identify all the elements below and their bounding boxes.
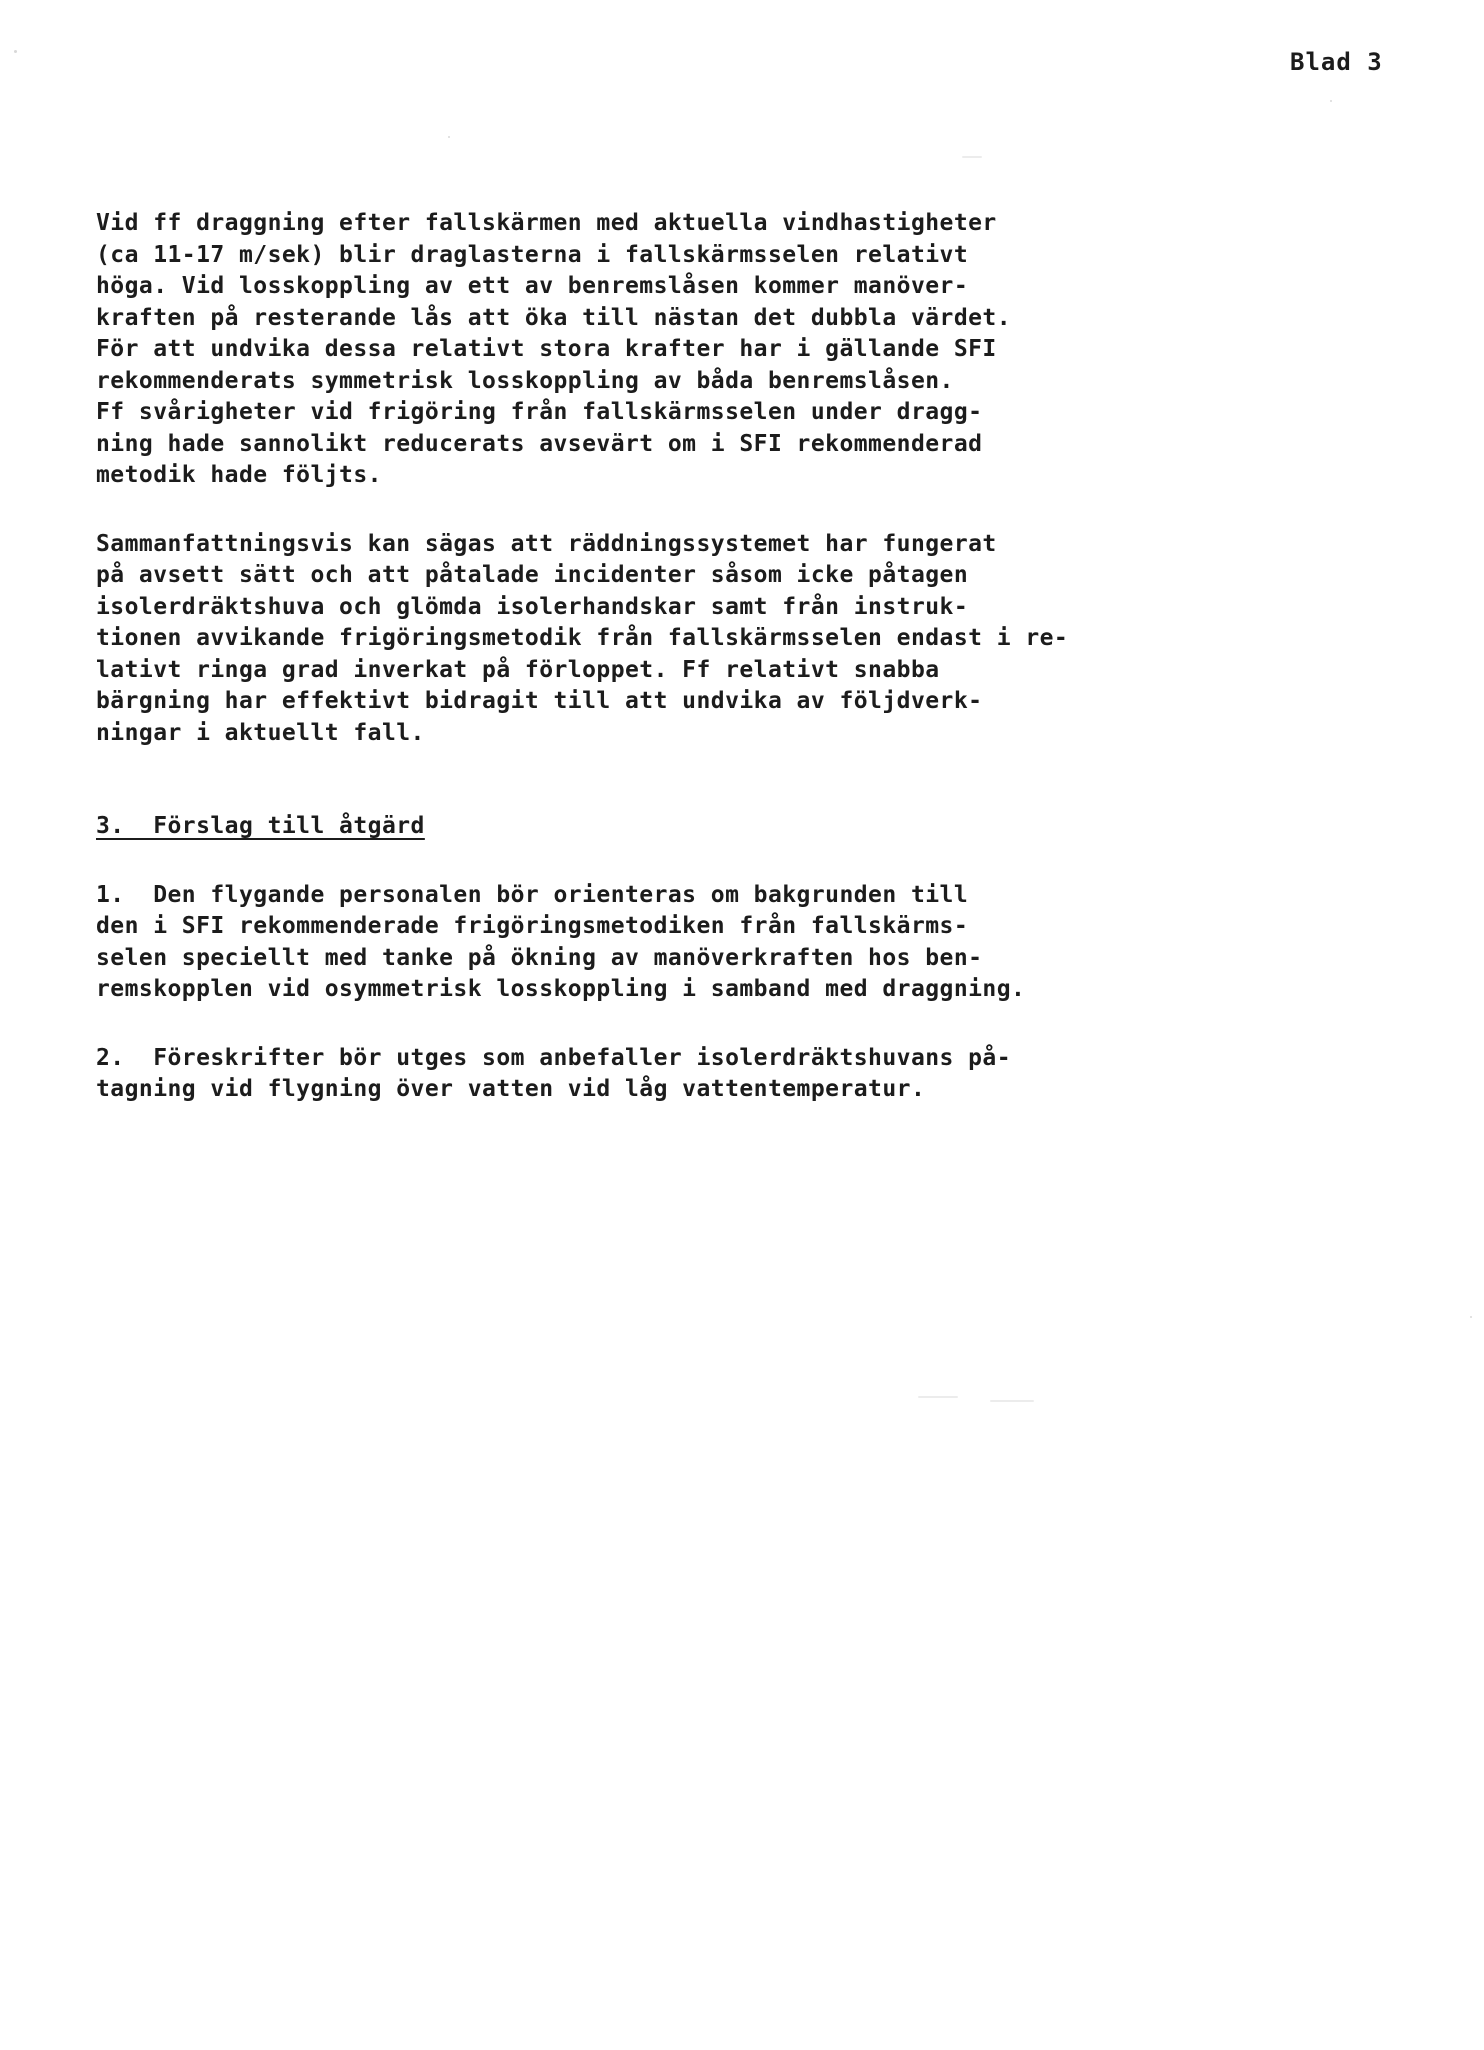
text-line: ning hade sannolikt reducerats avsevärt om i SFI rekommenderad xyxy=(96,430,983,457)
text-line: Sammanfattningsvis kan sägas att räddningssystemet har fungerat xyxy=(96,530,997,557)
text-line: remskopplen vid osymmetrisk losskoppling i samband med draggning. xyxy=(96,976,1026,1002)
text-line: rekommenderats symmetrisk losskoppling av båda benremslåsen. xyxy=(96,367,954,394)
document-body xyxy=(96,208,1296,1106)
text-line: tagning vid flygning över vatten vid låg vattentemperatur. xyxy=(96,1076,926,1102)
text-line: kraften på resterande lås att öka till nästan det dubbla värdet. xyxy=(96,304,1012,331)
text-line: metodik hade följts. xyxy=(96,462,382,488)
paragraph-summary xyxy=(96,529,1296,750)
text-line: Ff svårigheter vid frigöring från fallskärmsselen under dragg- xyxy=(96,399,983,425)
text-line: Vid ff draggning efter fallskärmen med aktuella vindhastigheter xyxy=(96,210,997,236)
text-line: ningar i aktuellt fall. xyxy=(96,719,425,746)
text-line: på avsett sätt och att påtalade incidenter såsom icke påtagen xyxy=(96,562,969,588)
text-line: bärgning har effektivt bidragit till att undvika av följdverk- xyxy=(96,688,983,714)
text-line: För att undvika dessa relativt stora krafter har i gällande SFI xyxy=(96,336,997,362)
recommendation-item-2 xyxy=(96,1043,1296,1106)
sheet-label: Blad 3 xyxy=(1290,48,1383,76)
scan-speck xyxy=(1470,1316,1472,1318)
text-line: isolerdräktshuva och glömda isolerhandskar samt från instruk- xyxy=(96,593,969,620)
paragraph-drag-loads xyxy=(96,208,1296,492)
scan-speck xyxy=(918,1396,958,1398)
section-heading: 3. Förslag till åtgärd xyxy=(96,813,425,839)
text-line: 2. Föreskrifter bör utges som anbefaller isolerdräktshuvans på- xyxy=(96,1044,1012,1071)
text-line: tionen avvikande frigöringsmetodik från fallskärmsselen endast i re- xyxy=(96,625,1069,651)
text-line: höga. Vid losskoppling av ett av benremslåsen kommer manöver- xyxy=(96,273,969,299)
text-line: (ca 11-17 m/sek) blir draglasterna i fallskärmsselen relativt xyxy=(96,241,969,268)
scan-speck xyxy=(962,156,982,158)
text-line: 1. Den flygande personalen bör orienteras om bakgrunden till xyxy=(96,881,969,908)
recommendation-item-1 xyxy=(96,880,1296,1006)
text-line: selen speciellt med tanke på ökning av manöverkraften hos ben- xyxy=(96,944,983,971)
scan-speck xyxy=(448,136,450,138)
scan-speck xyxy=(990,1400,1034,1402)
text-line: lativt ringa grad inverkat på förloppet. Ff relativt snabba xyxy=(96,656,940,683)
scan-speck xyxy=(14,50,17,53)
text-line: den i SFI rekommenderade frigöringsmetodiken från fallskärms- xyxy=(96,913,969,939)
scan-speck xyxy=(1330,100,1332,102)
